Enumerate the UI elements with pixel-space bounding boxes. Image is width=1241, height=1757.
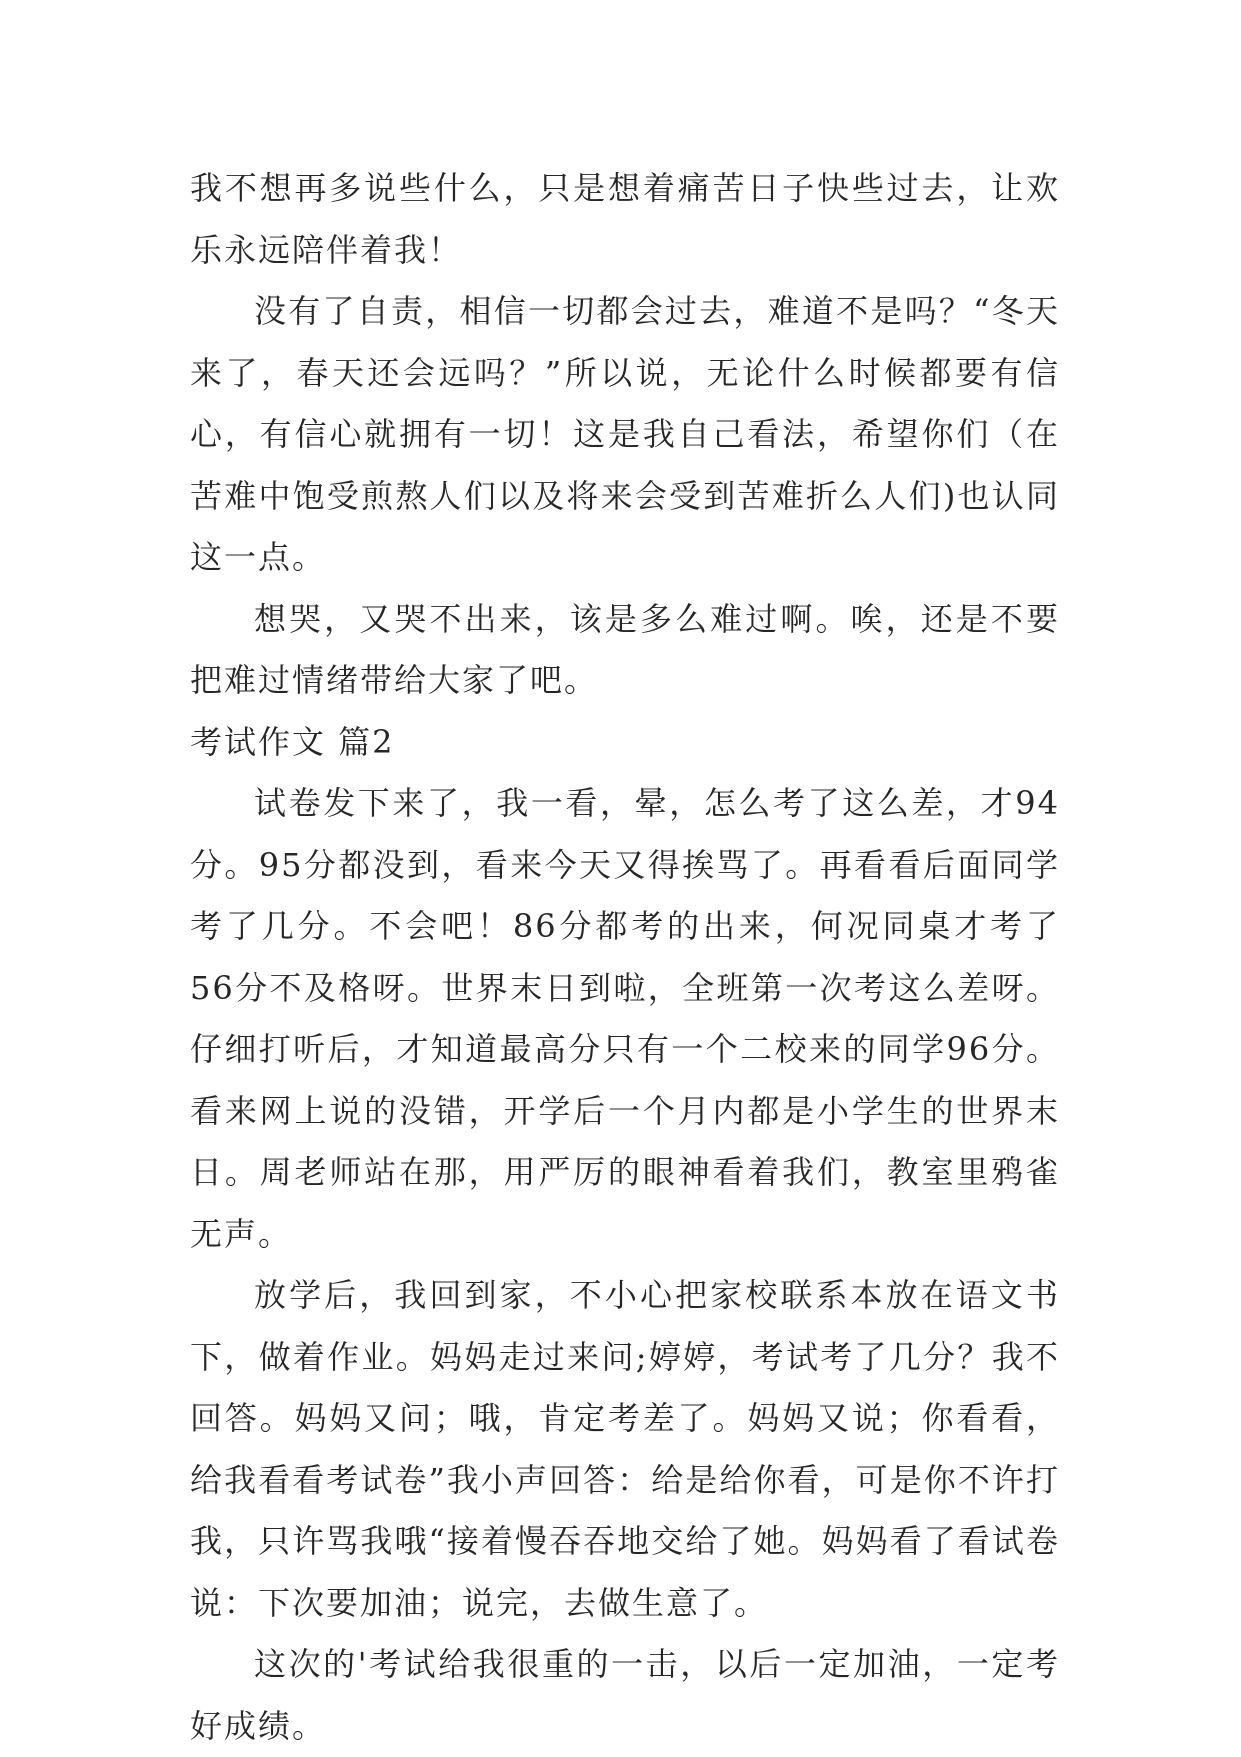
paragraph-2: 没有了自责，相信一切都会过去，难道不是吗？“冬天来了，春天还会远吗？”所以说，无论什么时候都要有信心，有信心就拥有一切！这是我自己看法，希望你们（在苦难中饱受煎熬人们以及将来会受到苦难折么人们)也认同这一点。 <box>190 292 1060 576</box>
paragraph-1: 我不想再多说些什么，只是想着痛苦日子快些过去，让欢乐永远陪伴着我！ <box>190 169 1060 269</box>
paragraph-5: 放学后，我回到家，不小心把家校联系本放在语文书下，做着作业。妈妈走过来问;婷婷，考试考了几分？我不回答。妈妈又问；哦，肯定考差了。妈妈又说；你看看，给我看看考试卷”我小声回答：给是给你看，可是你不许打我，只许骂我哦“接着慢吞吞地交给了她。妈妈看了看试卷说：下次要加油；说完，去做生意了。 <box>190 1276 1060 1622</box>
document-body <box>190 158 1060 1757</box>
section-heading: 考试作文 篇2 <box>190 722 395 761</box>
paragraph-6: 这次的'考试给我很重的一击，以后一定加油，一定考好成绩。 <box>190 1645 1060 1745</box>
paragraph-4: 试卷发下来了，我一看，晕，怎么考了这么差，才94分。95分都没到，看来今天又得挨骂了。再看看后面同学考了几分。不会吧！86分都考的出来，何况同桌才考了56分不及格呀。世界末日到啦，全班第一次考这么差呀。仔细打听后，才知道最高分只有一个二校来的同学96分。看来网上说的没错，开学后一个月内都是小学生的世界末日。周老师站在那，用严厉的眼神看着我们，教室里鸦雀无声。 <box>190 784 1060 1253</box>
paragraph-3: 想哭，又哭不出来，该是多么难过啊。唉，还是不要把难过情绪带给大家了吧。 <box>190 599 1060 699</box>
